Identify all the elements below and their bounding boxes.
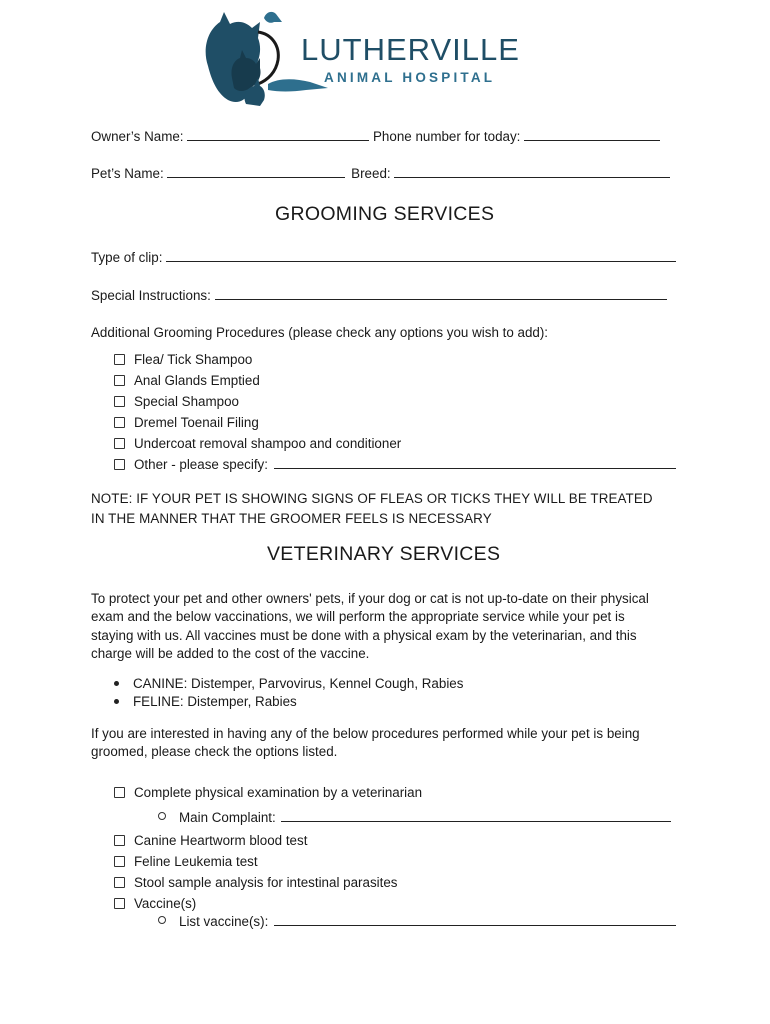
checkbox[interactable] bbox=[114, 856, 125, 867]
logo-title: LUTHERVILLE bbox=[301, 32, 520, 67]
note-line-2: IN THE MANNER THAT THE GROOMER FEELS IS NECESSARY bbox=[91, 511, 492, 526]
procedure-vaccines[interactable] bbox=[114, 896, 196, 912]
special-instructions-field[interactable] bbox=[215, 288, 667, 300]
pet-name-field[interactable] bbox=[167, 166, 345, 178]
circle-bullet-icon bbox=[158, 916, 166, 924]
logo bbox=[198, 8, 538, 108]
clip-field[interactable] bbox=[166, 250, 676, 262]
checkbox[interactable] bbox=[114, 835, 125, 846]
breed-label: Breed: bbox=[351, 166, 391, 181]
breed-field[interactable] bbox=[394, 166, 670, 178]
option-label: Special Shampoo bbox=[134, 394, 239, 409]
intro-line: charge will be added to the cost of the vaccine. bbox=[91, 646, 370, 662]
veterinary-title: VETERINARY SERVICES bbox=[267, 543, 501, 565]
intro-line: To protect your pet and other owners' pets, if your dog or cat is not up-to-date on their physical bbox=[91, 591, 649, 606]
checkbox[interactable] bbox=[114, 354, 125, 365]
pet-name-row bbox=[91, 166, 670, 182]
list-vaccines-field[interactable] bbox=[274, 914, 676, 926]
logo-subtitle: ANIMAL HOSPITAL bbox=[324, 70, 496, 85]
grooming-option[interactable] bbox=[114, 394, 239, 410]
owner-name-row bbox=[91, 129, 660, 145]
bullet-label: FELINE: Distemper, Rabies bbox=[133, 694, 297, 709]
option-label: Vaccine(s) bbox=[134, 896, 197, 911]
option-label: Dremel Toenail Filing bbox=[134, 415, 259, 430]
vet-intro bbox=[91, 590, 681, 664]
pet-name-label: Pet’s Name: bbox=[91, 166, 164, 181]
list-vaccines-row bbox=[158, 914, 676, 930]
grooming-option[interactable] bbox=[114, 373, 260, 389]
main-complaint-label: Main Complaint: bbox=[179, 810, 276, 825]
special-instructions-row bbox=[91, 288, 667, 304]
bullet-label: CANINE: Distemper, Parvovirus, Kennel Cough, Rabies bbox=[133, 676, 464, 691]
bullet-icon bbox=[114, 681, 119, 686]
checkbox[interactable] bbox=[114, 417, 125, 428]
list-vaccines-label: List vaccine(s): bbox=[179, 914, 269, 929]
main-complaint-field[interactable] bbox=[281, 810, 671, 822]
interest-line: If you are interested in having any of the below procedures performed while your pet is being bbox=[91, 726, 640, 741]
note-line-1: NOTE: IF YOUR PET IS SHOWING SIGNS OF FLEAS OR TICKS THEY WILL BE TREATED bbox=[91, 491, 653, 506]
checkbox[interactable] bbox=[114, 787, 125, 798]
owner-name-field[interactable] bbox=[187, 129, 369, 141]
main-complaint-row bbox=[158, 810, 671, 826]
special-instructions-label: Special Instructions: bbox=[91, 288, 211, 303]
option-label: Anal Glands Emptied bbox=[134, 373, 260, 388]
option-label: Undercoat removal shampoo and conditioner bbox=[134, 436, 402, 451]
checkbox[interactable] bbox=[114, 898, 125, 909]
procedure-leukemia[interactable] bbox=[114, 854, 258, 870]
intro-line: exam and the below vaccinations, we will perform the appropriate service while your pet is bbox=[91, 609, 625, 625]
grooming-option[interactable] bbox=[114, 436, 401, 452]
option-label: Other - please specify: bbox=[134, 457, 268, 472]
grooming-option-other[interactable] bbox=[114, 457, 676, 473]
additional-procedures-label: Additional Grooming Procedures (please check any options you wish to add): bbox=[91, 325, 549, 340]
intro-line: staying with us. All vaccines must be done with a physical exam by the veterinarian, and this bbox=[91, 627, 637, 643]
circle-bullet-icon bbox=[158, 812, 166, 820]
option-label: Flea/ Tick Shampoo bbox=[134, 352, 253, 367]
option-label: Complete physical examination by a veterinarian bbox=[134, 785, 423, 800]
option-label: Stool sample analysis for intestinal parasites bbox=[134, 875, 398, 890]
procedure-exam[interactable] bbox=[114, 785, 422, 801]
interest-line: groomed, please check the options listed. bbox=[91, 744, 338, 760]
clip-label: Type of clip: bbox=[91, 250, 163, 265]
checkbox[interactable] bbox=[114, 877, 125, 888]
checkbox[interactable] bbox=[114, 375, 125, 386]
clip-row bbox=[91, 250, 676, 266]
grooming-option[interactable] bbox=[114, 415, 259, 431]
checkbox[interactable] bbox=[114, 459, 125, 470]
vet-interest bbox=[91, 725, 681, 762]
procedure-stool[interactable] bbox=[114, 875, 397, 891]
other-specify-field[interactable] bbox=[274, 457, 676, 469]
bullet-icon bbox=[114, 699, 119, 704]
bullet-item bbox=[114, 676, 463, 692]
bullet-item bbox=[114, 694, 297, 710]
grooming-option[interactable] bbox=[114, 352, 252, 368]
checkbox[interactable] bbox=[114, 438, 125, 449]
grooming-title: GROOMING SERVICES bbox=[275, 203, 495, 225]
option-label: Canine Heartworm blood test bbox=[134, 833, 308, 848]
phone-field[interactable] bbox=[524, 129, 660, 141]
phone-label: Phone number for today: bbox=[373, 129, 521, 144]
owner-name-label: Owner’s Name: bbox=[91, 129, 184, 144]
option-label: Feline Leukemia test bbox=[134, 854, 258, 869]
procedure-heartworm[interactable] bbox=[114, 833, 307, 849]
checkbox[interactable] bbox=[114, 396, 125, 407]
